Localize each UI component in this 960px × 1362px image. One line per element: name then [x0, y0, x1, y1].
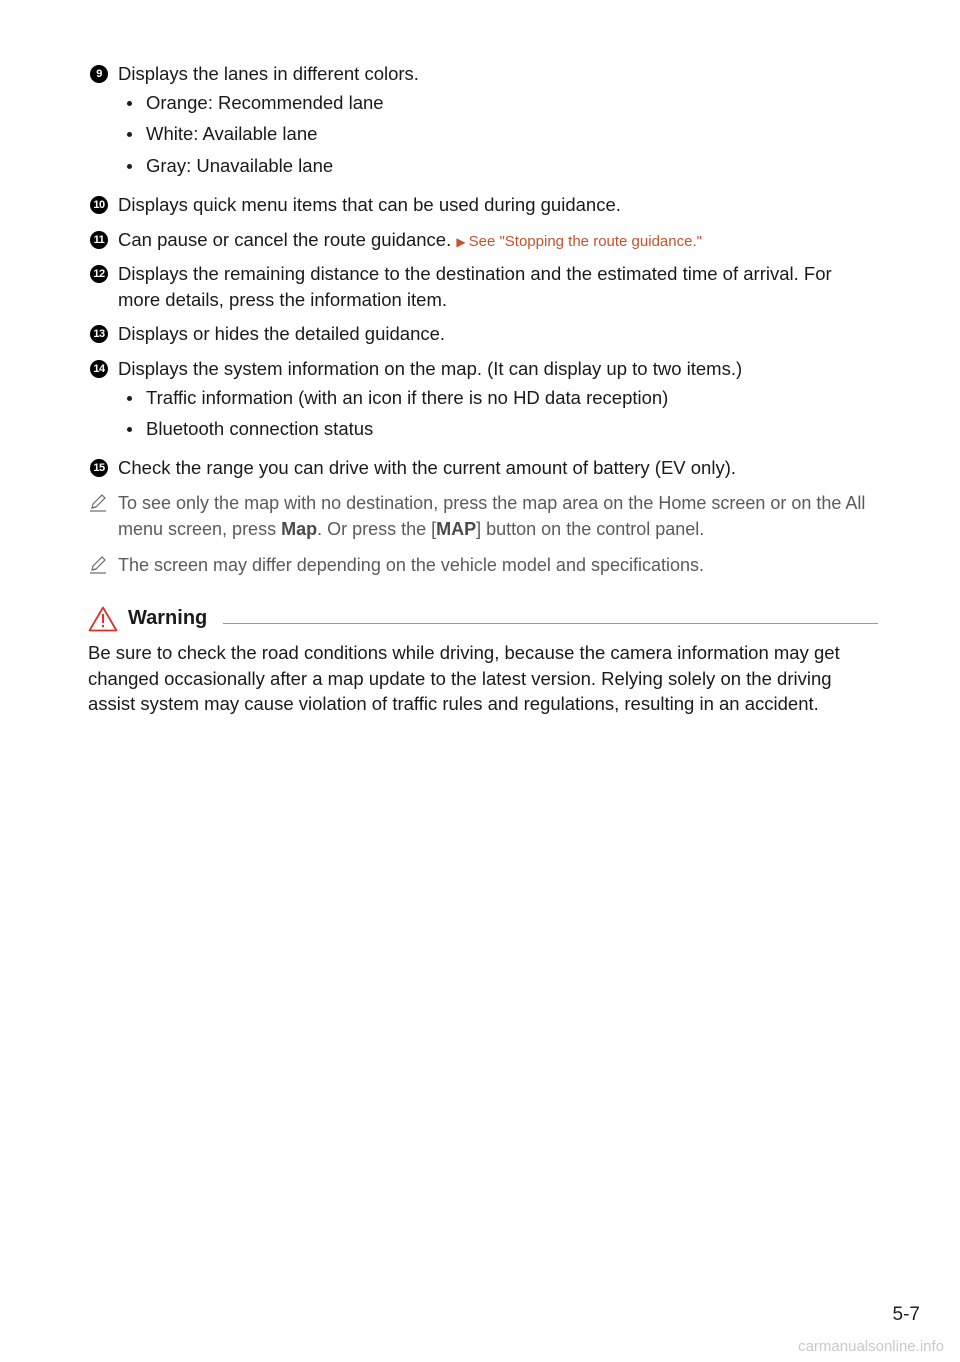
- item-text: Displays the system information on the map. (It can display up to two items.): [118, 358, 743, 379]
- item-text: Displays the remaining distance to the destination and the estimated time of arrival. For more details, press the information item.: [118, 263, 832, 310]
- item-text: Displays the lanes in different colors.: [118, 63, 419, 84]
- item-number-badge: 14: [90, 360, 108, 378]
- map-menu-label: Map: [281, 519, 318, 539]
- item-text: Displays or hides the detailed guidance.: [118, 323, 446, 344]
- cross-reference-link[interactable]: ▶ See "Stopping the route guidance.": [456, 233, 702, 250]
- warning-triangle-icon: [88, 606, 118, 632]
- item-number-badge: 11: [90, 231, 108, 249]
- bullet-dot-icon: [127, 132, 132, 137]
- warning-divider: [223, 623, 878, 624]
- item-text: Can pause or cancel the route guidance.: [118, 229, 452, 250]
- pencil-icon: [88, 492, 108, 512]
- watermark: carmanualsonline.info: [798, 1338, 944, 1355]
- item-number-badge: 12: [90, 265, 108, 283]
- bullet-dot-icon: [127, 164, 132, 169]
- item-number-badge: 15: [90, 459, 108, 477]
- item-number-badge: 10: [90, 196, 108, 214]
- warning-title: Warning: [128, 607, 208, 629]
- item-text: Check the range you can drive with the current amount of battery (EV only).: [118, 457, 737, 478]
- bullet-dot-icon: [127, 427, 132, 432]
- map-button-label: MAP: [436, 519, 477, 539]
- triangle-right-icon: ▶: [456, 235, 466, 249]
- item-number-badge: 13: [90, 325, 108, 343]
- bullet-dot-icon: [127, 396, 132, 401]
- pencil-icon: [88, 554, 108, 574]
- item-number-badge: 9: [90, 65, 108, 83]
- warning-header: [88, 604, 878, 632]
- bullet-dot-icon: [127, 101, 132, 106]
- page-number: 5-7: [892, 1304, 920, 1325]
- warning-body: Be sure to check the road conditions while driving, because the camera information may get changed occasionally after a map update to the latest version. Relying solely on the driving assist system may cause violation of traffic rules and regulations, resulting in an accident.: [88, 642, 840, 714]
- item-text: Displays quick menu items that can be used during guidance.: [118, 194, 621, 215]
